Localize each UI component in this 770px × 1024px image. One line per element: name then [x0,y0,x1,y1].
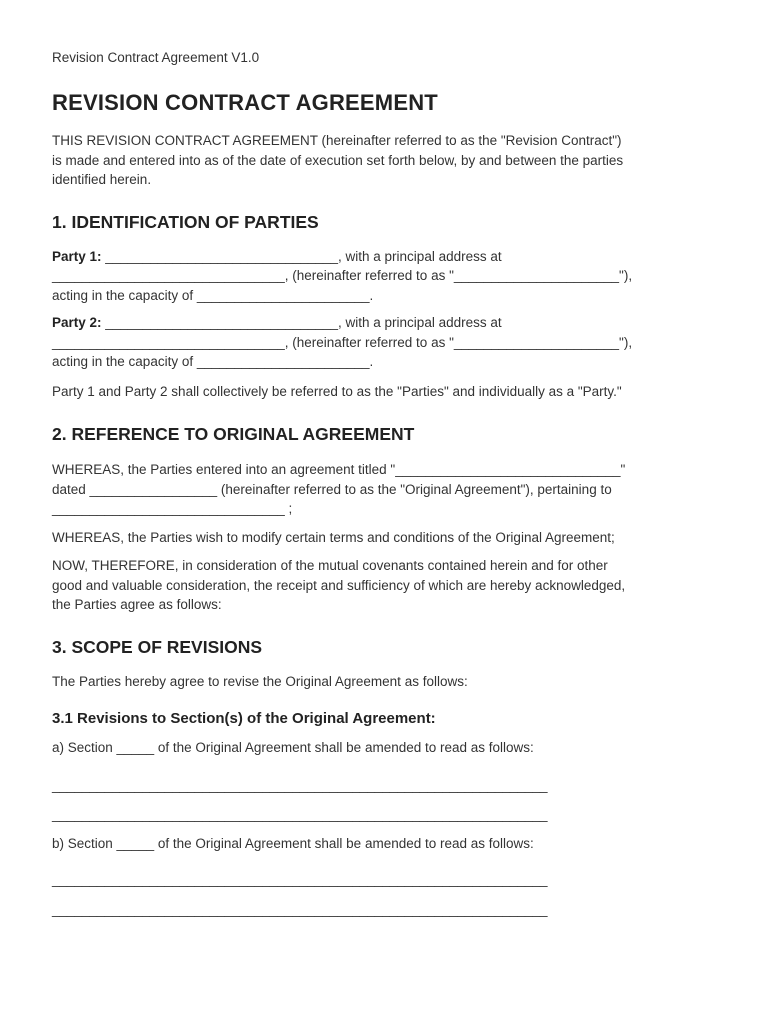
revision-item-b: b) Section _____ of the Original Agreement shall be amended to read as follows: [52,835,534,851]
revision-item-b-blank-1: __________________________________________________________________ [52,872,548,887]
revision-item-b-blank-2: __________________________________________________________________ [52,901,548,917]
party-1-line-1: _______________________________, with a principal address at [101,248,502,264]
revision-item-a-blank-2: __________________________________________________________________ [52,807,548,822]
document-title: REVISION CONTRACT AGREEMENT [52,90,438,115]
therefore-line-2: good and valuable consideration, the receipt and sufficiency of which are hereby acknowledged, [52,577,626,593]
party-1-label: Party 1: [52,248,102,264]
scope-intro-paragraph: The Parties hereby agree to revise the Original Agreement as follows: [52,673,468,689]
therefore-line-1: NOW, THEREFORE, in consideration of the mutual covenants contained herein and for other [52,558,608,573]
document-body [52,131,722,919]
revision-item-a: a) Section _____ of the Original Agreement shall be amended to read as follows: [52,740,534,755]
running-header: Revision Contract Agreement V1.0 [52,50,260,65]
section-3-heading: 3. SCOPE OF REVISIONS [52,636,263,657]
parties-collective-paragraph: Party 1 and Party 2 shall collectively be referred to as the "Parties" and individually as a "Party." [52,383,622,399]
whereas-1-line-2: dated _________________ (hereinafter referred to as the "Original Agreement"), pertaining to [52,481,612,497]
intro-line-1: THIS REVISION CONTRACT AGREEMENT (hereinafter referred to as the "Revision Contract") [52,133,622,148]
subsection-3-1-heading: 3.1 Revisions to Section(s) of the Original Agreement: [52,710,436,727]
intro-line-3: identified herein. [52,172,152,187]
party-1-line-3: acting in the capacity of _______________________. [52,287,374,303]
party-2-paragraph [52,313,722,372]
therefore-line-3: the Parties agree as follows: [52,597,222,612]
therefore-paragraph [52,556,722,615]
party-2-line-3: acting in the capacity of _______________________. [52,354,374,369]
party-2-line-1: _______________________________, with a principal address at [101,315,502,330]
section-1-heading: 1. IDENTIFICATION OF PARTIES [52,211,319,232]
whereas-1-paragraph [52,460,722,519]
whereas-1-line-3: _______________________________ ; [52,501,293,516]
intro-paragraph [52,131,722,190]
whereas-1-line-1: WHEREAS, the Parties entered into an agreement titled "______________________________" [52,462,626,477]
party-1-paragraph [52,247,722,306]
party-1-line-2: _______________________________, (hereinafter referred to as "______________________"), [52,268,633,283]
intro-line-2: is made and entered into as of the date of execution set forth below, by and between the parties [52,152,624,168]
section-2-heading: 2. REFERENCE TO ORIGINAL AGREEMENT [52,424,415,444]
whereas-2-paragraph: WHEREAS, the Parties wish to modify certain terms and conditions of the Original Agreement; [52,529,615,545]
party-2-line-2: _______________________________, (hereinafter referred to as "______________________"), [52,334,633,350]
revision-item-a-blank-1: __________________________________________________________________ [52,777,548,793]
party-2-label: Party 2: [52,315,102,330]
